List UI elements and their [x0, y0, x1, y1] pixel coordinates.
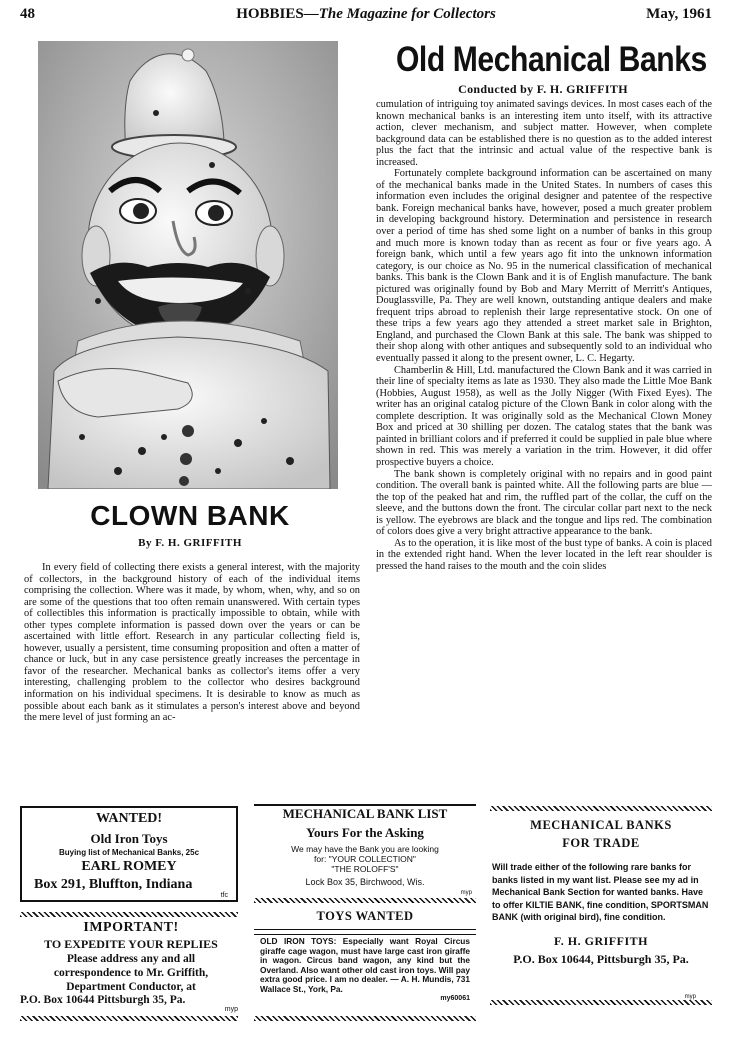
ad-address: P.O. Box 10644 Pittsburgh 35, Pa. [20, 994, 186, 1006]
ad-line: for: "YOUR COLLECTION" [314, 854, 416, 864]
ad-name: EARL ROMEY [81, 859, 177, 874]
column-title: Old Mechanical Banks [395, 40, 707, 79]
paragraph: Fortunately complete background information can be ascertained on many of the mechanical banks made in the United States. In numbers of cases this information even includes the original designer and patentee of the respective bank. Foreign mechanical banks have, however, posed a much greater problem in developing background history. Determination and persistence in research over a period of time has shed some light on a number of banks in this group and much more is known today than as recent as four or five years ago. A foreign bank, which until a few years ago fit into the unknown information category, is our choice as No. 95 in the numerical classification of mechanical banks. This bank is the Clown Bank and it is of English manufacture. The bank pictured was originally found by Bob and Mary Merritt of Merritt's Antiques, Douglassville, Pa. They are well known, outstanding antique dealers and make frequent trips abroad to replenish their large representative stock. On one of these trips a few years ago they attended a street market sale in Brighton, England, and purchased the Clown Bank at this sale. The bank was shipped to their shop along with other antiques and subsequently sold to an individual who eventually passed it along to the present owner, L. C. Hegarty. [376, 168, 712, 365]
ad-subheading: TO EXPEDITE YOUR REPLIES [44, 937, 218, 951]
ad-heading: TOYS WANTED [316, 909, 414, 923]
ad-text: Will trade either of the following rare banks for banks listed in my want list. Please see my ad in Mechanical Bank Section for wanted banks. Have to offer KILTIE BANK, fine condition, SPORTSMAN BANK (with original bird), fine condition. [492, 862, 709, 922]
ad-heading: MECHANICAL BANKS [530, 818, 672, 832]
ad-code: myp [224, 1006, 238, 1013]
issue-date: May, 1961 [646, 6, 712, 22]
ad-line: Department Conductor, at [66, 981, 196, 993]
paragraph: The bank shown is completely original with no repairs and in good paint condition. The overall bank is painted white. All the following parts are blue — the top of the peaked hat and rim, the ruffled part of the collar, the cuff on the sleeve, and the buttons down the front. The circular collar part next to the neck is yellow. The eyebrows are black and the tongue and lips red. The combination of colors does give a very bright attractive appearance to the bank. [376, 468, 712, 538]
ad-subheading: FOR TRADE [562, 836, 640, 850]
ad-wanted [20, 806, 238, 902]
page-number: 48 [20, 6, 35, 22]
ad-for-trade [490, 818, 712, 1000]
ad-code: myp [684, 994, 696, 1000]
ad-line: correspondence to Mr. Griffith, [53, 967, 209, 979]
ad-code: myp [460, 890, 472, 896]
main-article-body [376, 99, 712, 572]
ad-code: my60061 [440, 994, 470, 1002]
ad-heading: MECHANICAL BANK LIST [282, 806, 448, 821]
ad-important [20, 920, 242, 1013]
paragraph: As to the operation, it is like most of the bust type of banks. A coin is placed in the extended right hand. When the lever located in the left rear shoulder is pressed the hand raises to the mouth and the coin slides [376, 537, 712, 572]
divider [254, 934, 476, 935]
ad-line: We may have the Bank you are looking [291, 844, 439, 854]
divider [20, 1016, 238, 1021]
ad-code: tfc [220, 892, 228, 899]
clown-bank-byline: By F. H. GRIFFITH [138, 537, 242, 549]
clown-bank-photo [38, 41, 338, 489]
magazine-title: HOBBIES—The Magazine for Collectors [236, 6, 496, 22]
ad-address: Box 291, Bluffton, Indiana [34, 877, 193, 892]
clown-article-body [24, 562, 360, 724]
ad-heading: IMPORTANT! [83, 920, 179, 935]
divider [254, 929, 476, 930]
ad-text: OLD IRON TOYS: Especially want Royal Circus giraffe cage wagon, must have large cast iron giraffe in wagon. Circus band wagon, any kind but the Overland. Also want other old cast iron toys. Will pay extra good price. I am no dealer. — A. H. Mundis, 731 Wallace St., York, Pa. [260, 936, 470, 994]
ad-address: P.O. Box 10644, Pittsburgh 35, Pa. [513, 951, 689, 966]
divider [490, 806, 712, 811]
divider [490, 1000, 712, 1005]
divider [20, 912, 238, 917]
paragraph: cumulation of intriguing toy animated savings devices. In most cases each of the known mechanical banks is an interesting item unto itself, with its attractive action, clever mechanism, and subject matter. However, when complete background data can be established there is no question as to the added interest plus the fact that the intrinsic and actual value of the respective bank is increased. [376, 99, 712, 168]
page-header [20, 6, 712, 28]
ad-bank-list [254, 806, 476, 896]
ad-note: Buying list of Mechanical Banks, 25c [58, 848, 200, 857]
column-conductor: Conducted by F. H. GRIFFITH [458, 82, 628, 96]
clown-bank-title: CLOWN BANK [90, 500, 290, 531]
ad-subheading: Yours For the Asking [306, 825, 424, 840]
ad-name: F. H. GRIFFITH [554, 933, 648, 948]
divider [254, 1016, 476, 1021]
ad-item: Old Iron Toys [90, 831, 168, 846]
paragraph: Chamberlin & Hill, Ltd. manufactured the Clown Bank and it was carried in their line of specialty items as late as 1930. They also made the Little Moe Bank (Hobbies, August 1958), as well as the Jolly Nigger (With Fixed Eyes). The writer has an original catalog picture of the Clown Bank in color along with the complete description. It was originally sold as the Mechanical Clown Money Box and priced at 30 shilling per dozen. The catalog states that the bank was painted in brilliant colors and if preferred it could be supplied in pale blue where shown in red. This was merely a variation in the trim. However, it did offer prospective buyers a choice. [376, 364, 712, 468]
ad-toys-wanted [254, 909, 476, 1002]
ad-line: "THE ROLOFF'S" [331, 864, 399, 874]
ad-address: Lock Box 35, Birchwood, Wis. [305, 877, 425, 887]
paragraph: In every field of collecting there exists a general interest, with the majority of collectors, in the background history of each of the individual items comprising the collection. Where was it made, by whom, when, why, and so on are some of the questions that too often remain unanswered. With certain types of collectibles this information is practically impossible to obtain, while with other types complete information is passed down over the years or can be ascertained with little effort. Research in any particular collecting field is, however, usually a persistent, time consuming proposition and often a matter of chance or luck, but in any case persistence greatly increases the percentage in favor of the researcher. Mechanical banks as collector's items offer a very interesting, challenging problem to the collector who desires background information on his individual specimens. It is desirable to know as much as possible about each bank as it stimulates a person's interest above and beyond the mere level of just forming an ac- [24, 562, 360, 724]
ad-heading: WANTED! [95, 811, 163, 826]
ad-line: Please address any and all [66, 953, 196, 965]
divider [254, 898, 476, 903]
